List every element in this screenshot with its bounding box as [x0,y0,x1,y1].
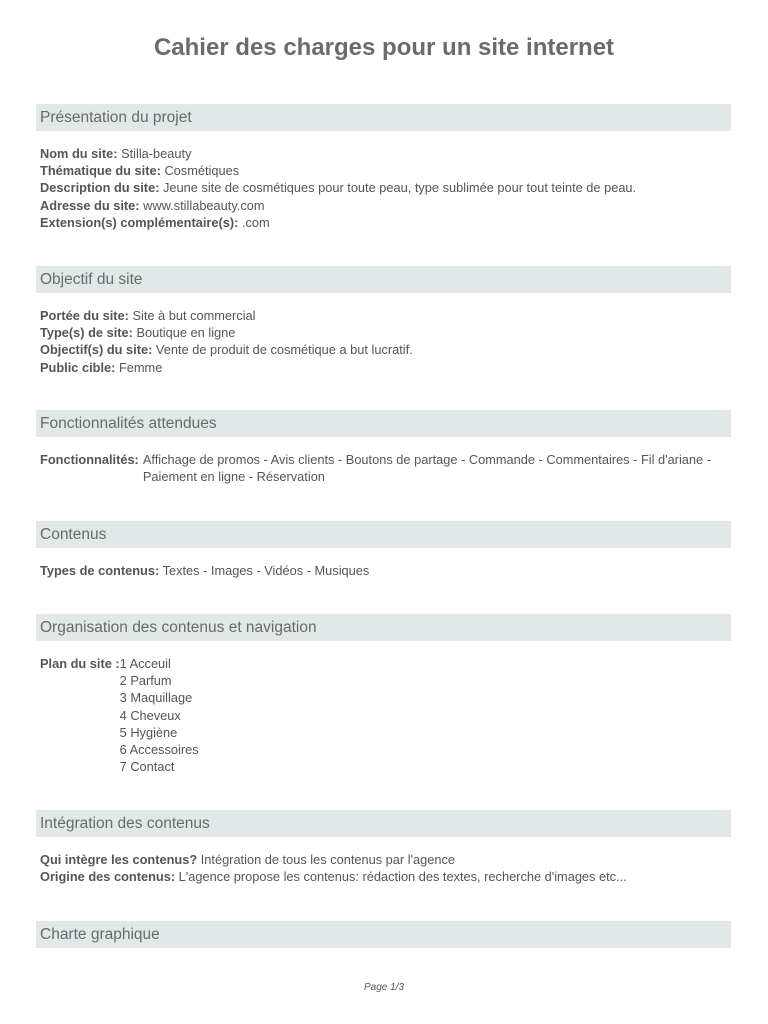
site-plan [40,655,731,775]
list-item: 1 Acceuil [119,656,171,671]
section-contenus [36,521,731,579]
field-row [40,145,731,162]
field-row [40,562,731,579]
field-label: Type(s) de site: [40,325,133,341]
field-label: Origine des contenus: [40,869,176,885]
section-body [36,307,731,376]
field-value: Boutique en ligne [136,325,236,341]
document-title: Cahier des charges pour un site internet [153,34,615,61]
site-plan-list [120,655,199,775]
list-item: 5 Hygiène [119,724,178,740]
field-value: Site à but commercial [132,308,256,323]
field-label: Qui intègre les contenus? [40,852,198,867]
list-item: 7 Contact [119,759,175,775]
field-row [40,307,731,324]
field-row [40,197,731,214]
field-value: Femme [118,359,163,375]
field-value: Stilla-beauty [121,146,192,161]
section-integration [36,810,731,885]
section-body [36,851,731,885]
list-item: 2 Parfum [119,673,172,689]
field-value: www.stillabeauty.com [143,197,265,213]
field-row [40,851,731,868]
field-value: Jeune site de cosmétiques pour toute peau, type sublimée pour tout teinte de peau. [163,180,637,196]
field-label: Types de contenus: [40,563,160,578]
list-item: 6 Accessoires [119,742,199,758]
page-number: Page 1/3 [363,982,405,993]
section-heading: Contenus [36,521,731,548]
field-row [40,324,731,341]
section-presentation [36,104,731,231]
field-value: Cosmétiques [164,163,240,179]
section-heading: Organisation des contenus et navigation [36,614,731,641]
section-fonctionnalites [36,410,731,485]
field-label: Plan du site : [40,656,120,671]
field-value: .com [241,214,270,230]
section-body [36,451,731,485]
field-label: Thématique du site: [40,163,161,179]
field-row [40,162,731,179]
field-row [40,341,731,358]
field-label: Nom du site: [40,146,118,161]
section-heading: Présentation du projet [36,104,731,131]
field-label: Objectif(s) du site: [40,342,153,358]
section-charte [36,921,731,948]
field-label: Description du site: [40,180,160,196]
field-label: Extension(s) complémentaire(s): [40,214,239,230]
section-heading: Objectif du site [36,266,731,293]
field-row [40,868,731,885]
section-body [36,145,731,231]
field-value: Vente de produit de cosmétique a but lucratif. [155,342,413,358]
section-objectif [36,266,731,376]
field-value: Textes - Images - Vidéos - Musiques [162,563,370,578]
field-value: L'agence propose les contenus: rédaction des textes, recherche d'images etc... [178,869,627,885]
section-organisation [36,614,731,775]
section-heading: Fonctionnalités attendues [36,410,731,437]
field-label: Fonctionnalités: [40,452,139,467]
section-heading: Charte graphique [36,921,731,948]
field-value: Intégration de tous les contenus par l'agence [200,852,456,867]
section-body [36,655,731,775]
field-row [40,179,731,196]
field-label: Adresse du site: [40,197,140,213]
field-row [40,359,731,376]
list-item: 3 Maquillage [119,690,193,706]
section-heading: Intégration des contenus [36,810,731,837]
field-label: Public cible: [40,359,116,375]
field-value: Affichage de promos - Avis clients - Boutons de partage - Commande - Commentaires - Fil d'ariane - Paiement en ligne - Réservation [142,452,711,485]
list-item: 4 Cheveux [119,707,181,723]
field-row [40,451,731,485]
field-label: Portée du site: [40,308,129,323]
section-body [36,562,731,579]
field-row [40,214,731,231]
